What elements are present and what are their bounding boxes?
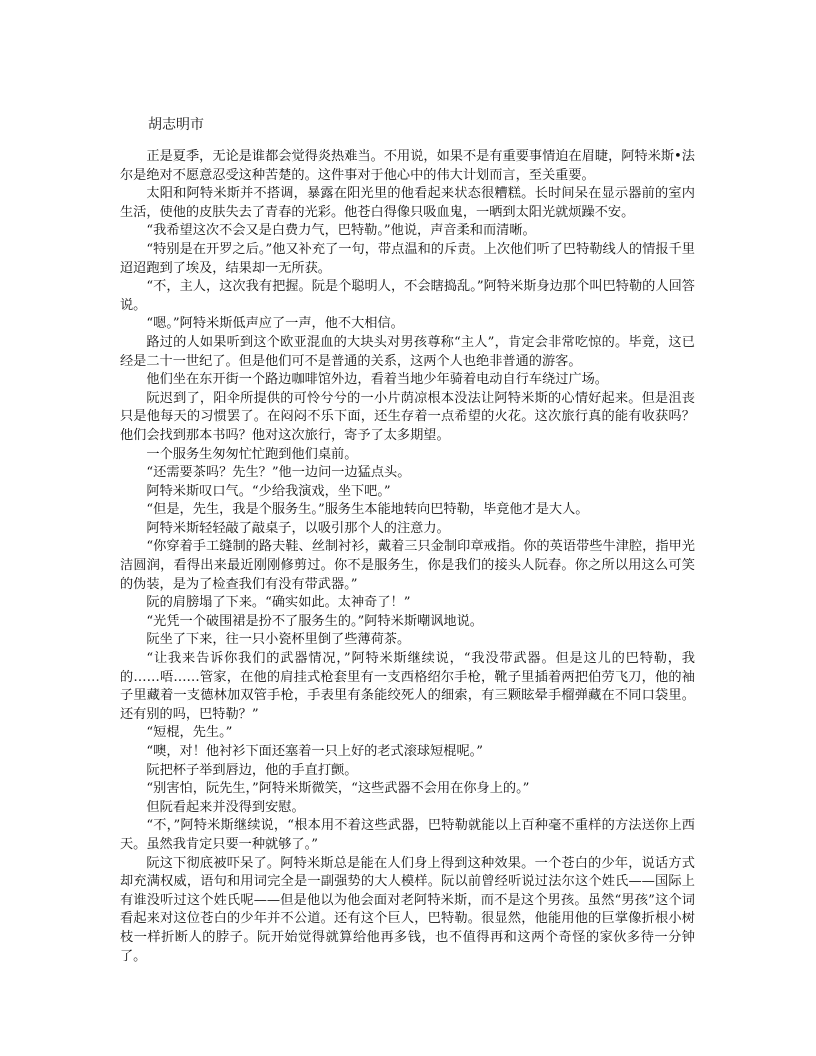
paragraph: 他们坐在东开街一个路边咖啡馆外边，看着当地少年骑着电动自行车绕过广场。 [146,372,608,388]
paragraph: “还需要茶吗？先生？”他一边问一边猛点头。 [146,465,411,481]
paragraph: “嗯。”阿特米斯低声应了一声，他不大相信。 [146,316,404,332]
paragraph: 正是夏季，无论是谁都会觉得炎热难当。不用说，如果不是有重要事情迫在眉睫，阿特米斯•法尔是绝对不愿意忍受这种苦楚的。这件事对于他心中的伟大计划而言，至关重要。 [120,149,695,183]
paragraph: “不，主人，这次我有把握。阮是个聪明人，不会瞎捣乱。”阿特米斯身边那个叫巴特勒的人回答说。 [120,279,695,313]
paragraph: “噢，对！他衬衫下面还塞着一只上好的老式滚球短棍呢。” [146,744,483,759]
paragraph: “光凭一个破围裙是扮不了服务生的。”阿特米斯嘲讽地说。 [146,613,483,629]
paragraph: 阮坐了下来，往一只小瓷杯里倒了些薄荷茶。 [146,632,411,648]
paragraph: “特别是在开罗之后。”他又补充了一句，带点温和的斥责。上次他们听了巴特勒线人的情报千里迢迢跑到了埃及，结果却一无所获。 [120,241,695,276]
paragraph: “我希望这次不会又是白费力气，巴特勒。”他说，声音柔和而清晰。 [146,223,536,239]
paragraph: “不，”阿特米斯继续说，“根本用不着这些武器，巴特勒就能以上百种毫不重样的方法送你上西天。虽然我肯定只要一种就够了。” [120,818,695,852]
story-body [120,148,695,966]
paragraph: 阮把杯子举到唇边，他的手直打颤。 [146,762,358,778]
section-heading: 胡志明市 [148,117,204,133]
paragraph: “短棍，先生。” [146,725,233,741]
paragraph: 一个服务生匆匆忙忙跑到他们桌前。 [146,446,358,462]
paragraph: 阿特米斯轻轻敲了敲桌子，以吸引那个人的注意力。 [146,520,450,536]
paragraph: 太阳和阿特米斯并不搭调，暴露在阳光里的他看起来状态很糟糕。长时间呆在显示器前的室内生活，使他的皮肤失去了青春的光彩。他苍白得像只吸血鬼，一晒到太阳光就烦躁不安。 [120,186,695,220]
paragraph: 阮的肩膀塌了下来。“确实如此。太神奇了！” [146,595,411,611]
paragraph: “你穿着手工缝制的路夫鞋、丝制衬衫，戴着三只金制印章戒指。你的英语带些牛津腔，指甲光洁圆润，看得出来最近刚刚修剪过。你不是服务生，你是我们的接头人阮春。你之所以用这么可笑的伪装，是为了检查我们有没有带武器。” [120,539,695,592]
paragraph: 阿特米斯叹口气。“少给我演戏，坐下吧。” [146,483,391,499]
paragraph: 阮这下彻底被吓呆了。阿特米斯总是能在人们身上得到这种效果。一个苍白的少年，说话方式却充满权威，语句和用词完全是一副强势的大人模样。阮以前曾经听说过法尔这个姓氏——国际上有谁没听过这个姓氏呢——但是他以为他会面对老阿特米斯，而不是这个男孩。虽然“男孩”这个词看起来对这位苍白的少年并不公道。还有这个巨人，巴特勒。很显然，他能用他的巨掌像折根小树枝一样折断人的脖子。阮开始觉得就算给他再多钱，也不值得再和这两个奇怪的家伙多待一分钟了。 [120,855,695,964]
paragraph: “但是，先生，我是个服务生。”服务生本能地转向巴特勒，毕竟他才是大人。 [146,502,589,518]
paragraph: 阮迟到了，阳伞所提供的可怜兮兮的一小片荫凉根本没法让阿特米斯的心情好起来。但是沮丧只是他每天的习惯罢了。在闷闷不乐下面，还生存着一点希望的火花。这次旅行真的能有收获吗？他们会找到那本书吗？他对这次旅行，寄予了太多期望。 [120,390,695,443]
paragraph: 但阮看起来并没得到安慰。 [146,799,305,815]
paragraph: 路过的人如果听到这个欧亚混血的大块头对男孩尊称“主人”，肯定会非常吃惊的。毕竟，这已经是二十一世纪了。但是他们可不是普通的关系，这两个人也绝非普通的游客。 [120,334,695,369]
paragraph: “别害怕，阮先生，”阿特米斯微笑，“这些武器不会用在你身上的。” [146,781,530,797]
paragraph: “让我来告诉你我们的武器情况，”阿特米斯继续说，“我没带武器。但是这儿的巴特勒，我的……唔……管家，在他的肩挂式枪套里有一支西格绍尔手枪，靴子里插着两把伯劳飞刀，他的袖子里藏着一支德林加双管手枪，手表里有条能绞死人的细索，有三颗眩晕手榴弹藏在不同口袋里。还有别的吗，巴特勒？” [120,651,695,722]
